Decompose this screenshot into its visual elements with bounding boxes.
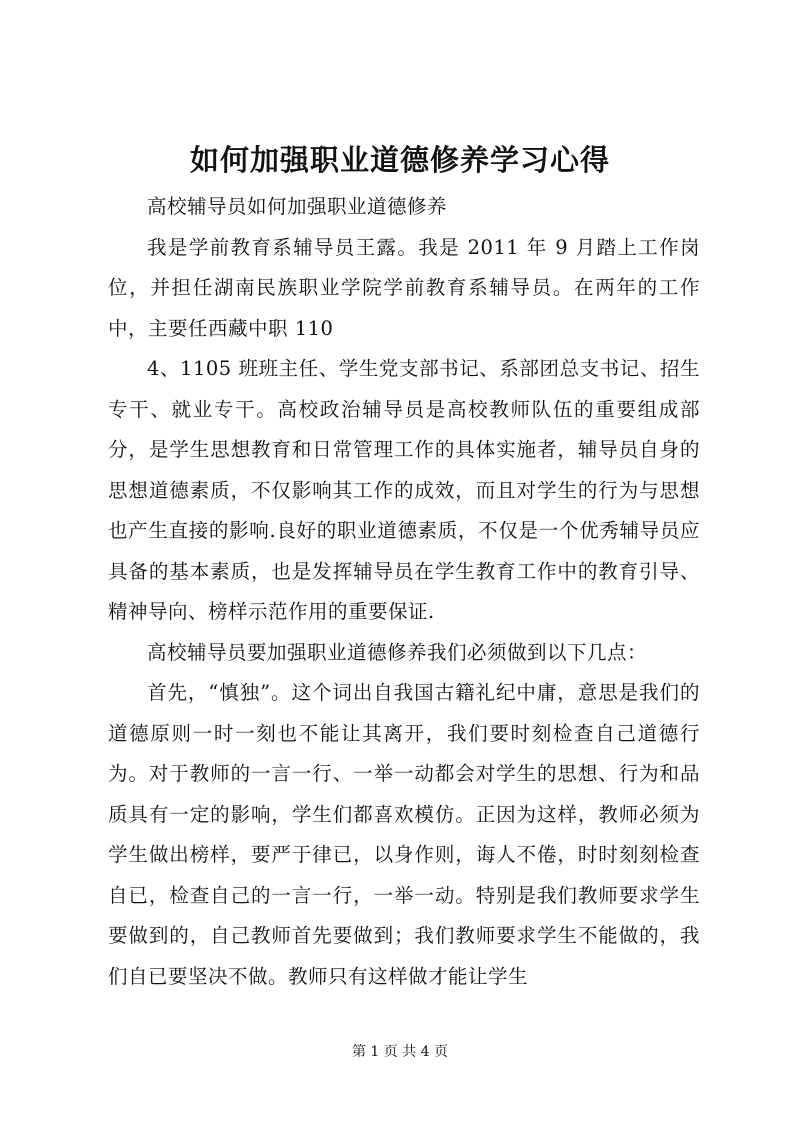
paragraph-subtitle: 高校辅导员如何加强职业道德修养 xyxy=(147,195,448,218)
paragraph-duties: 4、1105 班班主任、学生党支部书记、系部团总支书记、招生专干、就业专干。高校政治辅导员是高校教师队伍的重要组成部分，是学生思想教育和日常管理工作的具体实施者，辅导员自身的思想道德素质，不仅影响其工作的成效，而且对学生的行为与思想也产生直接的影响.良好的职业道德素质，不仅是一个优秀辅导员应具备的基本素质，也是发挥辅导员在学生教育工作中的教育引导、精神导向、榜样示范作用的重要保证. xyxy=(108,357,700,623)
paragraph-points-intro: 高校辅导员要加强职业道德修养我们必须做到以下几点： xyxy=(147,640,648,664)
document-title: 如何加强职业道德修养学习心得 xyxy=(189,143,610,177)
document-body xyxy=(108,187,700,997)
page-footer: 第 1 页 共 4 页 xyxy=(351,1044,449,1060)
paragraph-first-point: 首先，“慎独”。这个词出自我国古籍礼纪中庸，意思是我们的道德原则一时一刻也不能让其离开，我们要时刻检查自己道德行为。对于教师的一言一行、一举一动都会对学生的思想、行为和品质具有一定的影响，学生们都喜欢模仿。正因为这样，教师必须为学生做出榜样，要严于律已，以身作则，诲人不倦，时时刻刻检查自已，检查自己的一言一行，一举一动。特别是我们教师要求学生要做到的，自己教师首先要做到；我们教师要求学生不能做的，我们自已要坚决不做。教师只有这样做才能让学生 xyxy=(108,681,700,988)
paragraph-intro: 我是学前教育系辅导员王露。我是 2011 年 9 月踏上工作岗位，并担任湖南民族职业学院学前教育系辅导员。在两年的工作中，主要任西藏中职 110 xyxy=(108,235,700,340)
